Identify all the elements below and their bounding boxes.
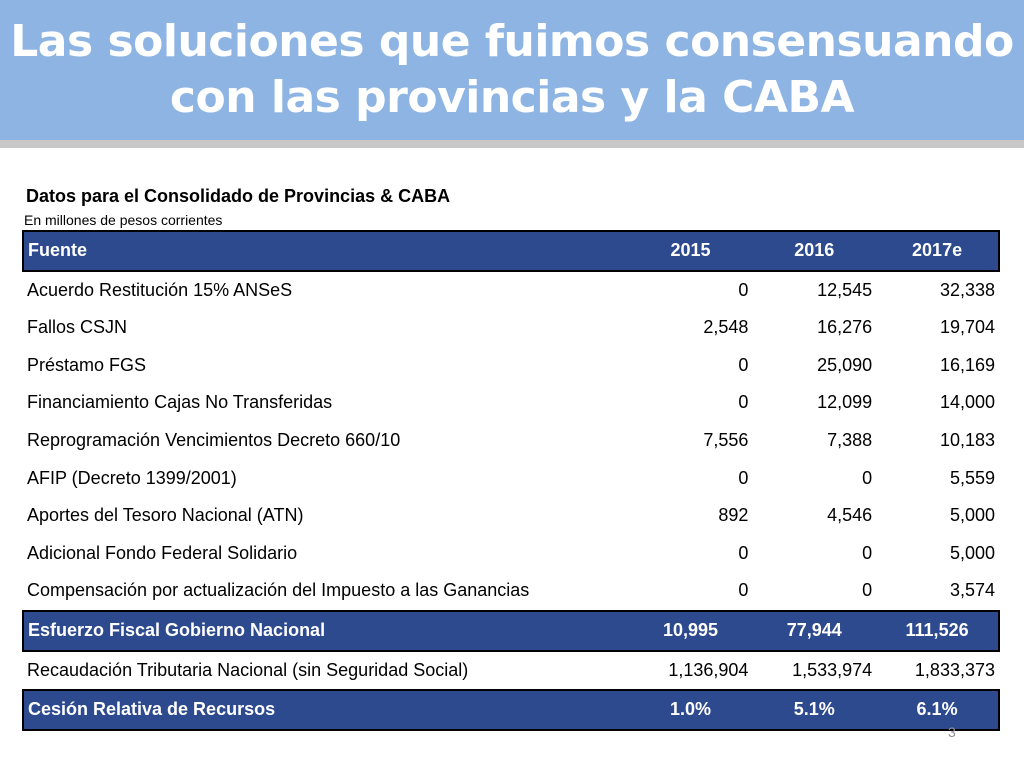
table-header-row [23,231,999,271]
cell-2015: 2,548 [703,317,749,338]
row-label: Aportes del Tesoro Nacional (ATN) [27,505,304,526]
table-row [23,572,999,611]
total-2016: 77,944 [752,611,876,651]
header-2016: 2016 [752,231,876,271]
revenue-2016: 1,533,974 [792,659,873,680]
ratio-2015: 1.0% [629,690,753,730]
cell-2016: 12,545 [817,279,873,300]
total-2015: 10,995 [629,611,753,651]
cell-2015: 0 [738,542,749,563]
table-row [23,535,999,573]
cell-2016: 0 [862,467,873,488]
slide-title: Las soluciones que fuimos consensuando con las provincias y la CABA [10,16,1014,123]
cell-2017e: 32,338 [939,279,995,300]
row-label: Fallos CSJN [27,317,128,338]
cell-2016: 0 [862,580,873,601]
title-banner-shadow [0,140,1024,148]
total-label: Esfuerzo Fiscal Gobierno Nacional [23,611,629,651]
cell-2015: 7,556 [703,429,749,450]
cell-2016: 0 [862,542,873,563]
cell-2017e: 19,704 [939,317,995,338]
ratio-2017e: 6.1% [876,690,999,730]
table-row [23,422,999,460]
cell-2017e: 16,169 [939,354,995,375]
row-label: Reprogramación Vencimientos Decreto 660/10 [27,429,401,450]
ratio-2016: 5.1% [752,690,876,730]
revenue-2015: 1,136,904 [668,659,749,680]
ratio-row [23,690,999,730]
cell-2016: 7,388 [827,429,873,450]
table-row [23,309,999,347]
page-number: 3 [948,724,956,740]
table-subtitle: En millones de pesos corrientes [24,212,223,228]
table-title: Datos para el Consolidado de Provincias & CABA [26,186,451,206]
header-2017e: 2017e [876,231,999,271]
ratio-label: Cesión Relativa de Recursos [23,690,629,730]
header-2015: 2015 [629,231,753,271]
cell-2017e: 14,000 [939,392,995,413]
cell-2015: 892 [718,505,749,526]
total-row [23,611,999,651]
table-row [23,384,999,422]
cell-2017e: 5,000 [949,505,995,526]
cell-2016: 16,276 [817,317,873,338]
row-label: Compensación por actualización del Impuesto a las Ganancias [27,580,530,601]
cell-2015: 0 [738,392,749,413]
cell-2015: 0 [738,354,749,375]
row-label: Préstamo FGS [27,354,147,375]
cell-2016: 25,090 [817,354,873,375]
cell-2016: 4,546 [827,505,873,526]
header-fuente: Fuente [23,231,629,271]
cell-2017e: 10,183 [939,429,995,450]
total-2017e: 111,526 [876,611,999,651]
table-row [23,347,999,385]
data-table [22,230,1000,731]
cell-2016: 12,099 [817,392,873,413]
revenue-row [23,651,999,691]
cell-2017e: 5,559 [949,467,995,488]
cell-2015: 0 [738,279,749,300]
cell-2015: 0 [738,467,749,488]
row-label: AFIP (Decreto 1399/2001) [27,467,237,488]
table-row [23,271,999,310]
revenue-2017e: 1,833,373 [914,659,995,680]
revenue-label: Recaudación Tributaria Nacional (sin Seguridad Social) [27,659,469,680]
row-label: Financiamiento Cajas No Transferidas [27,392,333,413]
cell-2017e: 3,574 [949,580,995,601]
row-label: Adicional Fondo Federal Solidario [27,542,298,563]
cell-2015: 0 [738,580,749,601]
table-row [23,460,999,498]
row-label: Acuerdo Restitución 15% ANSeS [27,279,293,300]
cell-2017e: 5,000 [949,542,995,563]
table-row [23,497,999,535]
